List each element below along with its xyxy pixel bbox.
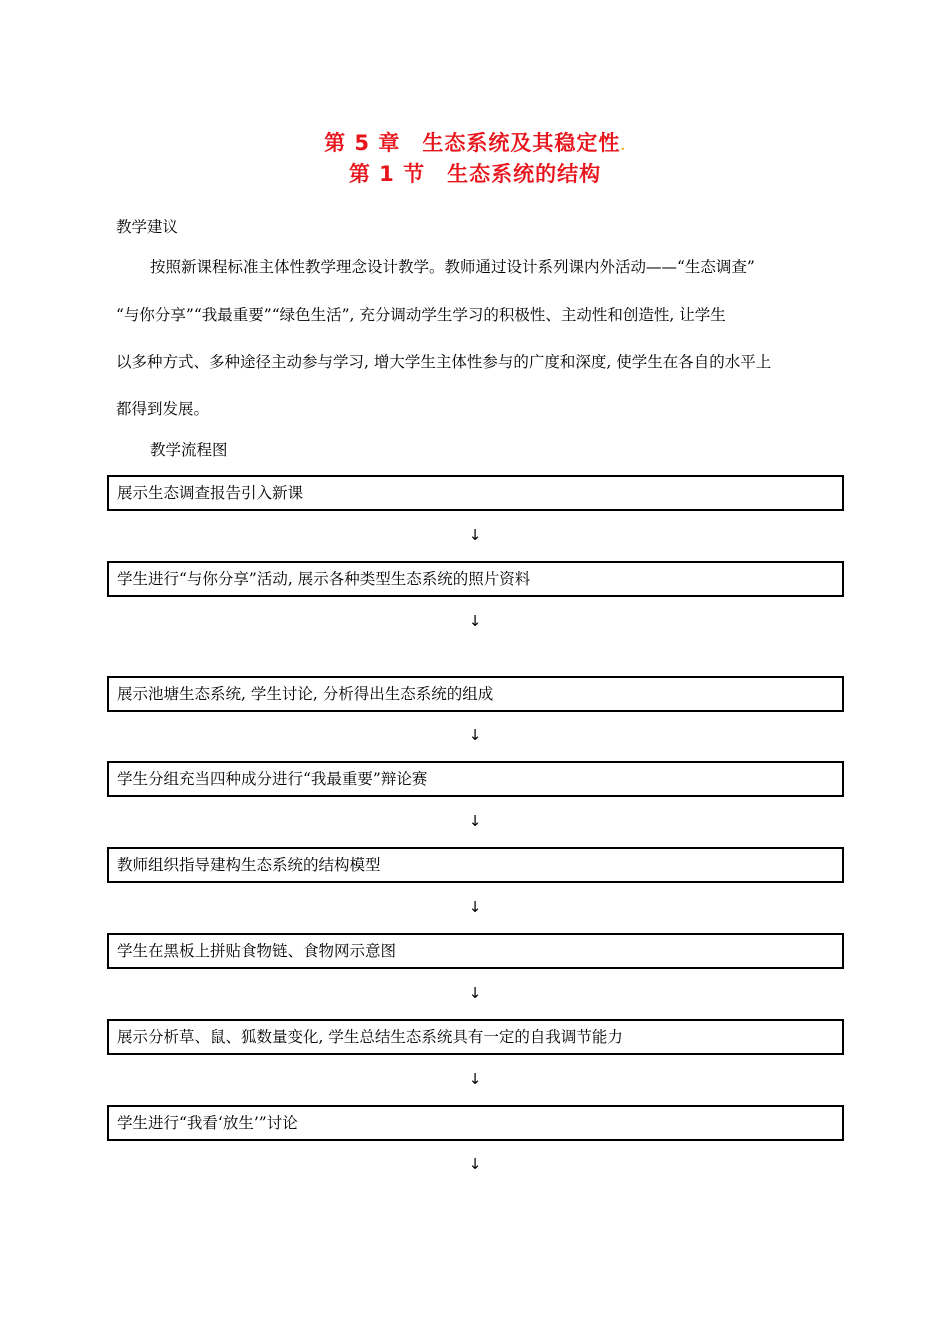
edit-mark-icon: . [620, 139, 626, 153]
advice-line-3: 以多种方式、多种途径主动参与学习, 增大学生主体性参与的广度和深度, 使学生在各自的水平上 [116, 353, 772, 371]
flow-step-label: 展示分析草、鼠、狐数量变化, 学生总结生态系统具有一定的自我调节能力 [117, 1028, 623, 1046]
flow-step-5 [107, 847, 844, 883]
down-arrow-icon: ↓ [468, 612, 482, 630]
section-number: 第 1 节 [348, 162, 426, 186]
flow-step-1 [107, 475, 844, 511]
flow-step-label: 展示池塘生态系统, 学生讨论, 分析得出生态系统的组成 [117, 685, 494, 703]
flow-step-3 [107, 676, 844, 712]
down-arrow-icon: ↓ [468, 1155, 482, 1173]
chapter-number: 第 5 章 [324, 131, 401, 155]
advice-line-1: 按照新课程标准主体性教学理念设计教学。教师通过设计系列课内外活动——“生态调查” [150, 258, 755, 276]
advice-line-2: “与你分享”“我最重要”“绿色生活”, 充分调动学生学习的积极性、主动性和创造性, 让学生 [116, 306, 726, 324]
flow-step-label: 学生进行“我看‘放生’”讨论 [117, 1114, 298, 1132]
flow-step-8 [107, 1105, 844, 1141]
flow-step-label: 展示生态调查报告引入新课 [117, 484, 304, 502]
teaching-advice-heading: 教学建议 [116, 218, 179, 236]
flow-step-label: 学生在黑板上拼贴食物链、食物网示意图 [117, 942, 397, 960]
flow-step-label: 学生进行“与你分享”活动, 展示各种类型生态系统的照片资料 [117, 570, 531, 588]
flow-chart-heading: 教学流程图 [150, 441, 228, 459]
down-arrow-icon: ↓ [468, 812, 482, 830]
flow-step-6 [107, 933, 844, 969]
flow-step-label: 学生分组充当四种成分进行“我最重要”辩论赛 [117, 770, 428, 788]
down-arrow-icon: ↓ [468, 526, 482, 544]
down-arrow-icon: ↓ [468, 1070, 482, 1088]
chapter-title [0, 127, 950, 157]
flow-step-label: 教师组织指导建构生态系统的结构模型 [117, 856, 381, 874]
flow-step-2 [107, 561, 844, 597]
section-name: 生态系统的结构 [447, 162, 602, 186]
advice-line-4: 都得到发展。 [116, 400, 210, 418]
section-title [0, 158, 950, 188]
chapter-name: 生态系统及其稳定性 [422, 131, 621, 155]
flow-step-4 [107, 761, 844, 797]
flow-step-7 [107, 1019, 844, 1055]
down-arrow-icon: ↓ [468, 726, 482, 744]
down-arrow-icon: ↓ [468, 898, 482, 916]
down-arrow-icon: ↓ [468, 984, 482, 1002]
